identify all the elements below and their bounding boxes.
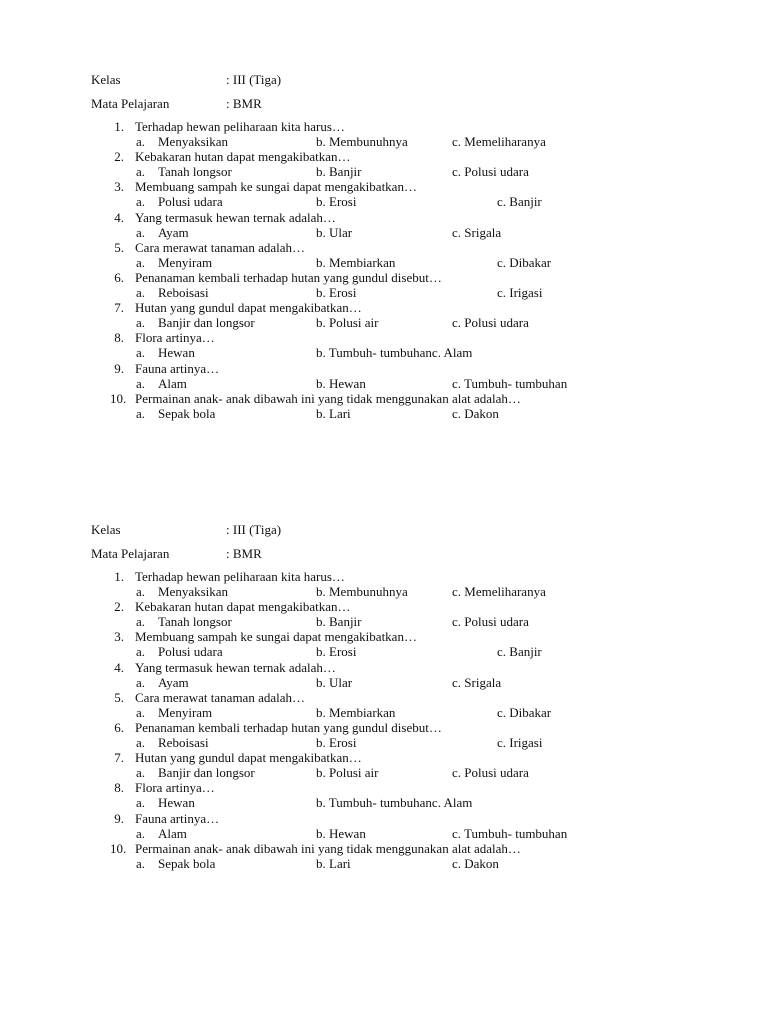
option-b: b. Tumbuh- tumbuhanc. Alam (316, 795, 473, 811)
question-number: 8. (114, 780, 124, 796)
mapel-row (91, 96, 711, 111)
answer-options (91, 406, 711, 421)
kelas-value: : III (Tiga) (226, 72, 282, 87)
option-b: b. Ular (316, 224, 353, 240)
question-text: Flora artinya… (135, 780, 215, 796)
question-number: 1. (114, 119, 124, 134)
kelas-label: Kelas (91, 72, 121, 87)
question-number: 4. (114, 659, 124, 675)
question-number: 9. (114, 810, 124, 826)
option-a: Hewan (158, 345, 195, 361)
kelas-row (91, 72, 711, 87)
answer-options (91, 795, 711, 810)
question-text: Hutan yang gundul dapat mengakibatkan… (135, 750, 362, 766)
question-number: 3. (114, 629, 124, 645)
answer-options (91, 584, 711, 599)
mapel-label: Mata Pelajaran (91, 96, 170, 111)
kelas-row (91, 522, 711, 537)
question-number: 6. (114, 269, 124, 285)
question-number: 4. (114, 209, 124, 225)
answer-options (91, 345, 711, 360)
question-text: Penanaman kembali terhadap hutan yang gundul disebut… (135, 269, 442, 285)
answer-options (91, 705, 711, 720)
option-c: c. Srigala (452, 224, 502, 240)
option-a: Ayam (158, 224, 189, 240)
question-number: 1. (114, 569, 124, 584)
question-item (91, 811, 711, 826)
question-text: Terhadap hewan peliharaan kita harus… (135, 119, 345, 134)
question-text: Membuang sampah ke sungai dapat mengakibatkan… (135, 179, 417, 195)
option-c: c. Polusi udara (452, 614, 529, 630)
question-number: 5. (114, 689, 124, 705)
option-b: b. Membunuhnya (316, 134, 408, 150)
question-text: Fauna artinya… (135, 360, 220, 376)
answer-options (91, 765, 711, 780)
answer-options (91, 675, 711, 690)
question-item (91, 569, 711, 584)
worksheet-1 (91, 72, 711, 421)
question-number: 3. (114, 179, 124, 195)
question-item (91, 720, 711, 735)
option-a: Polusi udara (158, 644, 223, 660)
question-text: Cara merawat tanaman adalah… (135, 239, 305, 255)
option-b: b. Banjir (316, 164, 362, 180)
question-text: Fauna artinya… (135, 810, 220, 826)
option-b: b. Hewan (316, 375, 366, 391)
option-c: c. Dakon (452, 855, 499, 871)
option-b: b. Membiarkan (316, 254, 396, 270)
question-item (91, 780, 711, 795)
option-a-prefix: a. (136, 614, 146, 630)
option-a-prefix: a. (136, 315, 146, 331)
question-number: 9. (114, 360, 124, 376)
answer-options (91, 735, 711, 750)
option-c: c. Srigala (452, 674, 502, 690)
option-a: Hewan (158, 795, 195, 811)
question-item (91, 210, 711, 225)
option-c: c. Banjir (497, 194, 542, 210)
option-a-prefix: a. (136, 254, 146, 270)
question-item (91, 300, 711, 315)
option-a-prefix: a. (136, 795, 146, 811)
question-number: 10. (110, 390, 127, 406)
option-a: Menyaksikan (158, 134, 229, 150)
question-item (91, 750, 711, 765)
question-item (91, 660, 711, 675)
question-item (91, 599, 711, 614)
option-a-prefix: a. (136, 194, 146, 210)
option-b: b. Lari (316, 405, 351, 421)
option-c: c. Dakon (452, 405, 499, 421)
option-a: Ayam (158, 674, 189, 690)
question-text: Yang termasuk hewan ternak adalah… (135, 209, 336, 225)
answer-options (91, 315, 711, 330)
option-c: c. Polusi udara (452, 765, 529, 781)
question-text: Hutan yang gundul dapat mengakibatkan… (135, 300, 362, 316)
question-number: 5. (114, 239, 124, 255)
question-text: Permainan anak- anak dibawah ini yang tidak menggunakan alat adalah… (135, 840, 521, 856)
option-c: c. Irigasi (497, 735, 543, 751)
mapel-row (91, 546, 711, 561)
option-a: Polusi udara (158, 194, 223, 210)
question-text: Permainan anak- anak dibawah ini yang tidak menggunakan alat adalah… (135, 390, 521, 406)
option-c: c. Tumbuh- tumbuhan (452, 825, 568, 841)
question-number: 7. (114, 300, 124, 316)
option-b: b. Banjir (316, 614, 362, 630)
question-text: Penanaman kembali terhadap hutan yang gundul disebut… (135, 719, 442, 735)
question-item (91, 149, 711, 164)
answer-options (91, 285, 711, 300)
option-a-prefix: a. (136, 735, 146, 751)
option-c: c. Banjir (497, 644, 542, 660)
answer-options (91, 164, 711, 179)
option-b: b. Erosi (316, 194, 357, 210)
question-text: Kebakaran hutan dapat mengakibatkan… (135, 149, 351, 165)
option-a: Sepak bola (158, 855, 216, 871)
option-a-prefix: a. (136, 644, 146, 660)
answer-options (91, 376, 711, 391)
option-b: b. Polusi air (316, 765, 379, 781)
option-a: Menyiram (158, 704, 213, 720)
worksheet-2 (91, 522, 711, 871)
option-c: c. Tumbuh- tumbuhan (452, 375, 568, 391)
option-b: b. Ular (316, 674, 353, 690)
option-a-prefix: a. (136, 704, 146, 720)
option-a: Tanah longsor (158, 614, 232, 630)
answer-options (91, 614, 711, 629)
option-a: Banjir dan longsor (158, 765, 255, 781)
option-b: b. Membiarkan (316, 704, 396, 720)
option-c: c. Dibakar (497, 704, 552, 720)
option-a: Reboisasi (158, 735, 209, 751)
option-b: b. Tumbuh- tumbuhanc. Alam (316, 345, 473, 361)
answer-options (91, 134, 711, 149)
option-c: c. Irigasi (497, 285, 543, 301)
mapel-label: Mata Pelajaran (91, 546, 170, 561)
question-number: 7. (114, 750, 124, 766)
answer-options (91, 194, 711, 209)
answer-options (91, 255, 711, 270)
question-item (91, 629, 711, 644)
option-a: Tanah longsor (158, 164, 232, 180)
option-a-prefix: a. (136, 285, 146, 301)
option-a-prefix: a. (136, 825, 146, 841)
option-a-prefix: a. (136, 855, 146, 871)
option-a-prefix: a. (136, 345, 146, 361)
option-b: b. Hewan (316, 825, 366, 841)
question-text: Membuang sampah ke sungai dapat mengakibatkan… (135, 629, 417, 645)
option-c: c. Polusi udara (452, 164, 529, 180)
question-number: 2. (114, 599, 124, 615)
option-a-prefix: a. (136, 584, 146, 600)
option-c: c. Dibakar (497, 254, 552, 270)
option-a-prefix: a. (136, 674, 146, 690)
option-a: Sepak bola (158, 405, 216, 421)
answer-options (91, 826, 711, 841)
mapel-value: : BMR (226, 546, 262, 561)
question-item (91, 240, 711, 255)
question-item (91, 690, 711, 705)
question-text: Yang termasuk hewan ternak adalah… (135, 659, 336, 675)
option-a: Alam (158, 825, 187, 841)
question-text: Flora artinya… (135, 330, 215, 346)
option-a: Menyiram (158, 254, 213, 270)
question-number: 8. (114, 330, 124, 346)
question-number: 10. (110, 840, 127, 856)
option-b: b. Lari (316, 855, 351, 871)
question-item (91, 179, 711, 194)
answer-options (91, 856, 711, 871)
answer-options (91, 225, 711, 240)
question-item (91, 270, 711, 285)
option-a: Menyaksikan (158, 584, 229, 600)
option-a-prefix: a. (136, 405, 146, 421)
option-a-prefix: a. (136, 164, 146, 180)
answer-options (91, 644, 711, 659)
option-b: b. Polusi air (316, 315, 379, 331)
kelas-label: Kelas (91, 522, 121, 537)
option-a-prefix: a. (136, 375, 146, 391)
option-a: Alam (158, 375, 187, 391)
option-b: b. Membunuhnya (316, 584, 408, 600)
question-text: Cara merawat tanaman adalah… (135, 689, 305, 705)
question-list (91, 569, 711, 871)
question-item (91, 330, 711, 345)
mapel-value: : BMR (226, 96, 262, 111)
question-text: Terhadap hewan peliharaan kita harus… (135, 569, 345, 584)
question-item (91, 391, 711, 406)
option-c: c. Polusi udara (452, 315, 529, 331)
option-a-prefix: a. (136, 224, 146, 240)
option-c: c. Memeliharanya (452, 584, 546, 600)
kelas-value: : III (Tiga) (226, 522, 282, 537)
option-a-prefix: a. (136, 134, 146, 150)
option-b: b. Erosi (316, 644, 357, 660)
question-number: 6. (114, 719, 124, 735)
question-item (91, 361, 711, 376)
option-c: c. Memeliharanya (452, 134, 546, 150)
question-number: 2. (114, 149, 124, 165)
question-list (91, 119, 711, 421)
option-a: Banjir dan longsor (158, 315, 255, 331)
question-item (91, 841, 711, 856)
option-b: b. Erosi (316, 285, 357, 301)
question-text: Kebakaran hutan dapat mengakibatkan… (135, 599, 351, 615)
option-a: Reboisasi (158, 285, 209, 301)
question-item (91, 119, 711, 134)
option-b: b. Erosi (316, 735, 357, 751)
option-a-prefix: a. (136, 765, 146, 781)
